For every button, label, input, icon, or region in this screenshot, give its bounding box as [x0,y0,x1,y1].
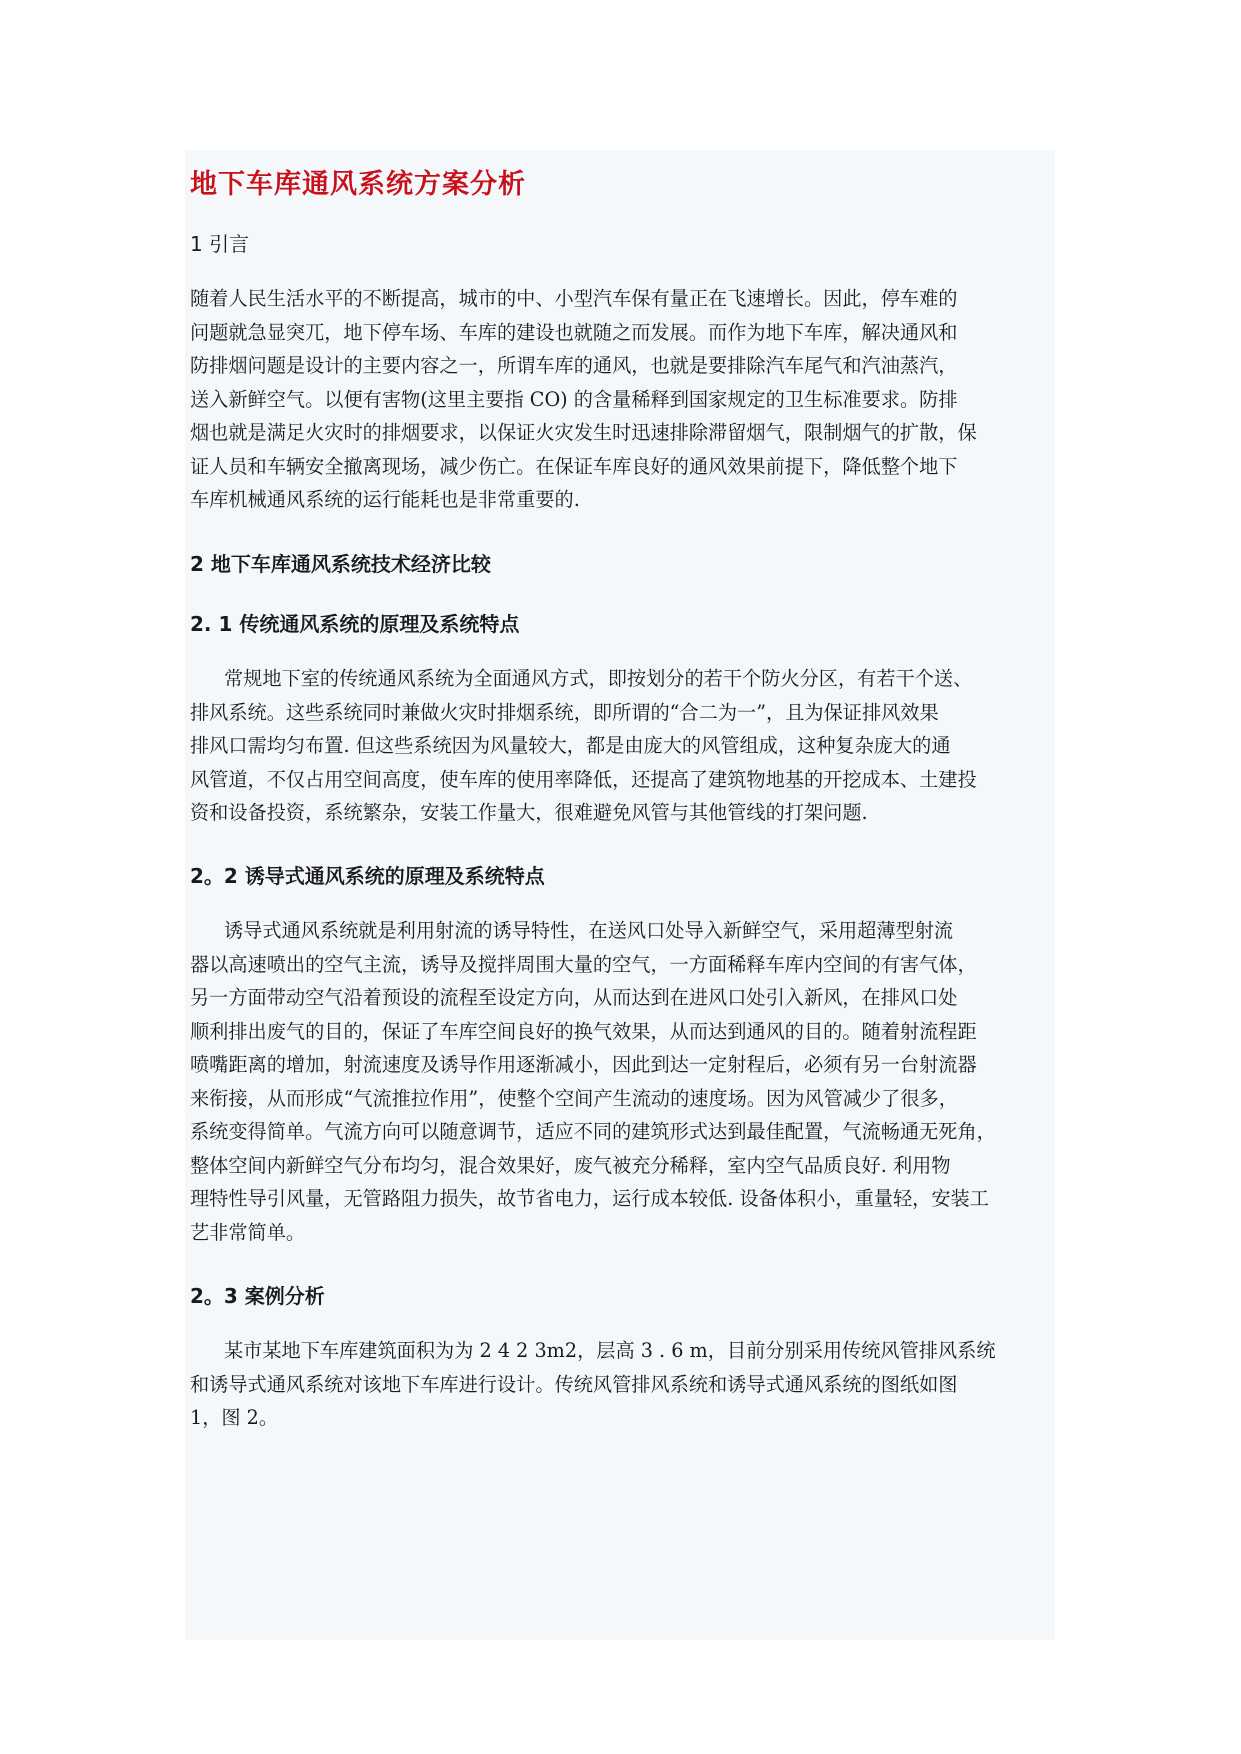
text-line: 1，图 2。 [190,1406,279,1429]
text-line: 问题就急显突兀，地下停车场、车库的建设也就随之而发展。而作为地下车库，解决通风和 [190,320,958,344]
paragraph-induction-system [190,914,1060,1249]
section-heading-comparison: 2 地下车库通风系统技术经济比较 [190,552,491,576]
section-heading-traditional-system: 2. 1 传统通风系统的原理及系统特点 [190,612,520,636]
text-line: 和诱导式通风系统对该地下车库进行设计。传统风管排风系统和诱导式通风系统的图纸如图 [190,1372,958,1396]
text-line: 防排烟问题是设计的主要内容之一，所谓车库的通风，也就是要排除汽车尾气和汽油蒸汽， [190,354,958,377]
text-line: 系统变得简单。气流方向可以随意调节，适应不同的建筑形式达到最佳配置，气流畅通无死角， [190,1120,996,1143]
paragraph-traditional-system [190,662,1060,830]
text-line: 排风系统。这些系统同时兼做火灾时排烟系统，即所谓的“合二为一”，且为保证排风效果 [190,700,939,724]
section-heading-case-study: 2。3 案例分析 [190,1284,325,1308]
text-line: 器以高速喷出的空气主流，诱导及搅拌周围大量的空气，一方面稀释车库内空间的有害气体， [190,952,977,976]
text-line: 随着人民生活水平的不断提高，城市的中、小型汽车保有量正在飞速增长。因此，停车难的 [190,287,958,310]
text-line: 诱导式通风系统就是利用射流的诱导特性，在送风口处导入新鲜空气，采用超薄型射流 [224,919,954,942]
text-line: 送入新鲜空气。以便有害物(这里主要指 CO) 的含量稀释到国家规定的卫生标准要求。防排 [190,387,958,411]
text-line: 证人员和车辆安全撤离现场，减少伤亡。在保证车库良好的通风效果前提下，降低整个地下 [190,454,958,478]
text-line: 常规地下室的传统通风系统为全面通风方式，即按划分的若干个防火分区，有若干个送、 [224,667,973,690]
text-line: 顺利排出废气的目的，保证了车库空间良好的换气效果，从而达到通风的目的。随着射流程距 [190,1019,977,1043]
paragraph-case-study [190,1334,1060,1435]
section-heading-introduction: 1 引言 [190,232,250,256]
text-line: 理特性导引风量，无管路阻力损失，故节省电力，运行成本较低. 设备体积小，重量轻，安装工 [190,1187,989,1210]
text-line: 喷嘴距离的增加，射流速度及诱导作用逐渐减小，因此到达一定射程后，必须有另一台射流器 [190,1053,977,1076]
text-line: 烟也就是满足火灾时的排烟要求，以保证火灾发生时迅速排除滞留烟气，限制烟气的扩散，保 [190,421,977,444]
text-line: 某市某地下车库建筑面积为为 2 4 2 3m2，层高 3 . 6 m，目前分别采用传统风管排风系统 [224,1339,996,1362]
text-line: 来衔接，从而形成“气流推拉作用”，使整个空间产生流动的速度场。因为风管减少了很多， [190,1086,958,1110]
section-heading-induction-system: 2。2 诱导式通风系统的原理及系统特点 [190,864,545,888]
text-line: 车库机械通风系统的运行能耗也是非常重要的. [190,488,580,511]
text-line: 资和设备投资，系统繁杂，安装工作量大，很难避免风管与其他管线的打架问题. [190,801,868,824]
text-line: 排风口需均匀布置. 但这些系统因为风量较大，都是由庞大的风管组成，这种复杂庞大的通 [190,734,951,757]
text-line: 艺非常简单。 [190,1220,306,1244]
text-line: 风管道，不仅占用空间高度，使车库的使用率降低，还提高了建筑物地基的开挖成本、土建投 [190,767,977,791]
paragraph-introduction [190,282,1060,517]
text-line: 另一方面带动空气沿着预设的流程至设定方向，从而达到在进风口处引入新风，在排风口处 [190,986,958,1009]
text-line: 整体空间内新鲜空气分布均匀，混合效果好，废气被充分稀释，室内空气品质良好. 利用物 [190,1153,951,1177]
document-title: 地下车库通风系统方案分析 [190,169,526,200]
